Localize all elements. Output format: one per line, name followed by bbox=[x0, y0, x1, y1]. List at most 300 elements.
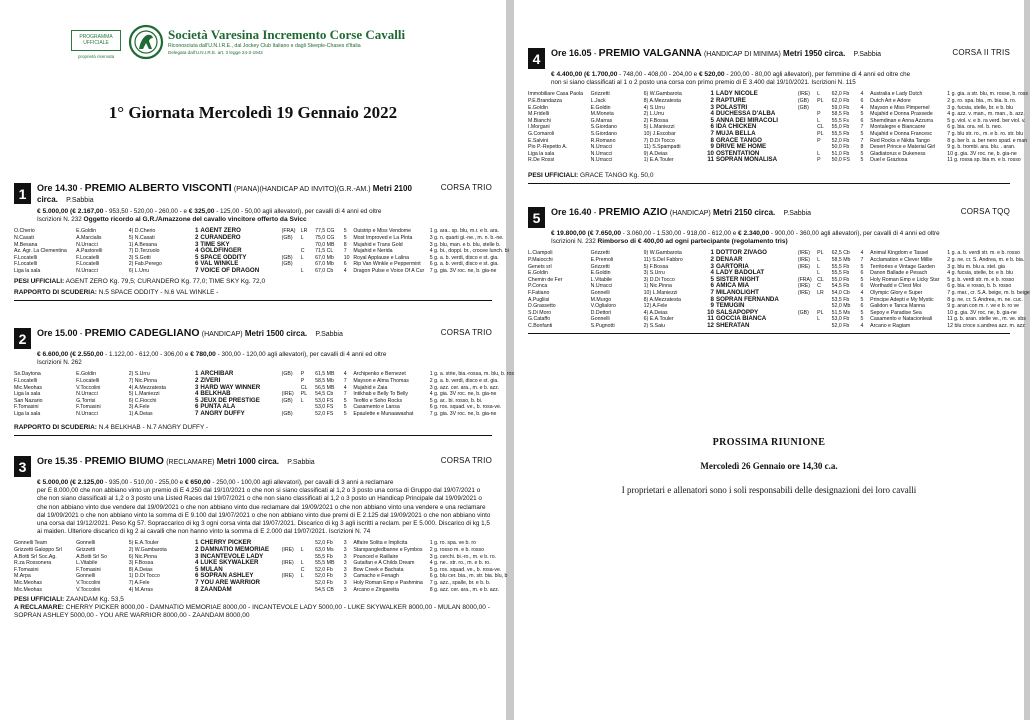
entry-sex: 6 bbox=[860, 303, 864, 310]
page-1 bbox=[0, 0, 514, 720]
entry-weight bbox=[315, 378, 344, 385]
table-row bbox=[528, 316, 1010, 323]
entry-perf: Shemdinan e Anna Azzurra bbox=[870, 117, 934, 124]
entry-perf: Teofilo e Soho Rocks bbox=[353, 397, 403, 404]
entry-form: Fb bbox=[326, 566, 333, 573]
entry-owner: M.Fridelli bbox=[528, 111, 550, 118]
entry-jockey: 8) A.Mezzatesta bbox=[643, 296, 681, 303]
entry-trainer: A.Botti Srl So bbox=[76, 553, 107, 560]
entry-perf: Acclamation e Clever Millie bbox=[870, 257, 933, 263]
entry-horse: GRACE TANGO bbox=[715, 136, 762, 144]
entry-trainer: Grizzetti bbox=[590, 250, 610, 257]
table-row bbox=[528, 310, 1010, 317]
entry-nat: (IRE) bbox=[797, 91, 811, 98]
entry-sex: 4 bbox=[860, 289, 864, 296]
entry-notes: 2 g. ne. cr. S. Andrea, m. e b. bia. bbox=[947, 257, 1025, 263]
entry-eq: LR bbox=[817, 289, 824, 296]
entry-perf: Holy Roman Emp e Licky Star bbox=[870, 276, 940, 283]
entry-nat bbox=[282, 554, 301, 561]
entry-weight-value: 52,0 bbox=[315, 573, 326, 580]
entry-horse: LUKE SKYWALKER bbox=[200, 559, 259, 567]
entry-horse: DRIVE ME HOME bbox=[715, 143, 767, 151]
entry-trainer: F.Tomasini bbox=[76, 566, 101, 573]
entry-num: 6 bbox=[194, 260, 199, 268]
entry-form: CG bbox=[326, 235, 335, 241]
entry-sex: 4 bbox=[343, 371, 347, 378]
entry-form: Fb bbox=[843, 104, 850, 111]
entry-horse: RAPTURE bbox=[715, 97, 746, 104]
entry-trainer: F.Locatelli bbox=[76, 261, 100, 268]
race-conditions: € 19.800,00 (€ 7.650,00 - 3.060,00 - 1.530,00 - 918,00 - 612,00 e € 2.340,00 - 900,00 - 360,00 agli allevatori), per cavalli di 4 anni ed oltre Iscrizioni N. 232 Rimborso di € 400,00 ad ogni partecipante (regolamento tris) bbox=[551, 230, 940, 246]
entry-trainer: L.Vitabile bbox=[76, 560, 98, 567]
entry-num: 10 bbox=[707, 308, 714, 316]
entry-num: 3 bbox=[194, 383, 199, 391]
entry-sex: 6 bbox=[860, 283, 864, 290]
entry-form: Cb bbox=[326, 267, 334, 274]
entry-horse: SALSAPOPPY bbox=[715, 308, 759, 316]
entry-weight-value: 77,5 bbox=[315, 228, 326, 235]
pesi-ufficiali: PESI UFFICIALI: ZAANDAM Kg. 53,5 bbox=[14, 596, 124, 604]
entry-jockey: 3) A.Fele bbox=[128, 404, 150, 411]
table-row bbox=[528, 138, 1010, 145]
entry-weight-value: 55,0 bbox=[831, 124, 842, 131]
table-row bbox=[14, 385, 492, 392]
entry-form: Ms bbox=[326, 547, 334, 554]
entry-horse: PUNTA ALA bbox=[200, 403, 236, 411]
entry-owner: Mic.Meohas bbox=[14, 586, 42, 593]
entry-form: Mb bbox=[326, 378, 334, 384]
entry-weight-value: 50,0 bbox=[831, 144, 842, 151]
table-row bbox=[14, 242, 492, 249]
entry-weight-value: 50,0 bbox=[831, 157, 842, 164]
entry-nat bbox=[282, 268, 301, 275]
race-5 bbox=[528, 206, 1030, 334]
entry-eq bbox=[817, 323, 831, 330]
entry-sex: 5 bbox=[343, 228, 347, 235]
entry-num: 10 bbox=[707, 149, 714, 157]
table-row bbox=[14, 580, 492, 587]
entry-jockey: 2) Fab.Perego bbox=[128, 261, 162, 268]
entry-jockey: 5) L.Maniezzi bbox=[643, 124, 675, 131]
entry-weight-value: 54,0 bbox=[831, 289, 842, 296]
entry-weight bbox=[315, 573, 344, 580]
entry-sex: 6 bbox=[860, 270, 864, 277]
race-2 bbox=[14, 327, 514, 436]
next-meeting-title: PROSSIMA RIUNIONE bbox=[712, 437, 826, 448]
entry-owner: M.Bianchi bbox=[528, 117, 551, 124]
entry-perf: Red Rocks e Nikita Tango bbox=[870, 137, 930, 144]
entry-num: 3 bbox=[710, 262, 714, 270]
entry-notes: 4 g. bi., doppi. br., crocee lunch. bi bbox=[429, 248, 509, 255]
entry-num: 7 bbox=[710, 288, 714, 296]
entry-sex: 10 bbox=[343, 254, 350, 261]
entry-num: 5 bbox=[194, 253, 199, 261]
entry-weight bbox=[315, 567, 344, 574]
entry-horse: GOLDFINGER bbox=[200, 247, 242, 255]
entry-form: Mb bbox=[326, 261, 334, 268]
entry-perf: Gladiatorus e Dukeness bbox=[870, 150, 926, 157]
entry-horse: AGENT ZERO bbox=[200, 227, 241, 235]
entry-notes: 4 g. azz. v. man., m. man., b. azz. bbox=[947, 111, 1025, 118]
entry-nat: (GB) bbox=[281, 235, 293, 241]
entry-num: 1 bbox=[194, 539, 199, 547]
entry-weight-value: 75,0 bbox=[315, 235, 326, 241]
entry-form: Cb bbox=[843, 250, 850, 257]
entry-nat: (GB) bbox=[281, 397, 293, 404]
entry-horse: JEUX DE PRESTIGE bbox=[200, 396, 260, 404]
race-name: PREMIO ALBERTO VISCONTI bbox=[84, 182, 232, 194]
entry-horse: SHERATAN bbox=[715, 321, 750, 329]
entry-nat bbox=[798, 316, 817, 323]
entry-owner: Mic.Meohas bbox=[14, 384, 42, 391]
entry-form: Cb bbox=[843, 289, 850, 296]
rapporto-scuderia: RAPPORTO DI SCUDERIA: N.5 SPACE ODDITY - N.6 VAL WINKLE - bbox=[14, 288, 219, 296]
entry-nat bbox=[798, 144, 817, 151]
entry-sex: 4 bbox=[860, 250, 864, 257]
entry-eq: LR bbox=[300, 228, 308, 235]
next-meeting-date: Mercoledì 26 Gennaio ore 14,30 c.a. bbox=[700, 461, 838, 471]
entry-num: 4 bbox=[710, 110, 714, 118]
entry-sex: 5 bbox=[860, 316, 864, 323]
entry-horse: LADY BADOLAT bbox=[715, 269, 765, 277]
entry-trainer: N.Urracci bbox=[590, 283, 613, 290]
entry-trainer: E.Premoli bbox=[590, 257, 614, 263]
table-row bbox=[14, 587, 492, 594]
entry-trainer: N.Urracci bbox=[76, 391, 98, 398]
entry-sex: 3 bbox=[343, 566, 347, 573]
entry-sex: 3 bbox=[343, 573, 347, 580]
entry-weight-value: 67,0 bbox=[315, 254, 326, 261]
entry-form: CG bbox=[326, 228, 335, 235]
entry-notes: 1 g. ro. spa. ve b. ro bbox=[429, 540, 476, 547]
entry-eq: P bbox=[300, 378, 305, 384]
entry-weight bbox=[832, 111, 861, 118]
entry-form: Fb bbox=[843, 111, 850, 118]
entry-perf: Arcano e Zingaretta bbox=[353, 586, 399, 593]
entry-owner: D.Grassetto bbox=[528, 303, 556, 310]
entry-perf: Australia e Lady Dutch bbox=[870, 91, 923, 98]
table-row bbox=[14, 248, 492, 255]
entry-owner: Az. Agr. La Clementina bbox=[14, 248, 67, 255]
entry-trainer: S.Giordano bbox=[590, 130, 617, 137]
entry-form: Fb bbox=[843, 276, 850, 283]
entry-owner: P.Maiocchi bbox=[528, 257, 553, 263]
entry-owner: A.Pugliisi bbox=[528, 296, 550, 303]
entry-weight bbox=[315, 560, 344, 567]
entry-num: 7 bbox=[194, 578, 199, 586]
entry-horse: ANGRY DUFFY bbox=[200, 409, 245, 417]
entry-trainer: N.Urracci bbox=[590, 144, 613, 151]
entry-sex: 5 bbox=[860, 263, 864, 270]
entry-owner: R.za Rossonera bbox=[14, 560, 52, 567]
entry-owner: E.Goldin bbox=[528, 270, 548, 277]
entry-weight-value: 55,5 bbox=[315, 560, 326, 567]
entry-sex: 3 bbox=[343, 553, 347, 560]
entry-horse: YOU ARE WARRIOR bbox=[200, 578, 260, 586]
entry-weight-value: 53,5 bbox=[831, 296, 842, 303]
entry-form: MB bbox=[326, 384, 335, 391]
entry-weight bbox=[832, 257, 861, 264]
entry-nat bbox=[282, 567, 301, 574]
entry-notes: 5 g. viol. v. e b. ra verd. ber viol. v. bbox=[947, 117, 1026, 124]
entry-notes: 4 g. gia. 3V roc. ne, b. gia-ne bbox=[429, 391, 497, 398]
entry-horse: DOTTOR ZIVAGO bbox=[715, 249, 767, 257]
entry-jockey: 6) E.A.Touler bbox=[643, 316, 674, 323]
table-row bbox=[528, 323, 1010, 330]
entry-trainer: M.Moneta bbox=[590, 111, 614, 118]
entry-eq: P bbox=[817, 111, 821, 118]
table-row bbox=[14, 567, 492, 574]
entry-trainer: N.Urracci bbox=[76, 241, 98, 248]
entry-perf: Galidon e Tanca Manna bbox=[870, 303, 925, 310]
entry-trainer: F.Locatelli bbox=[76, 254, 100, 261]
entry-notes: 9 g. b. trombi. ara. blu. . aran. bbox=[947, 144, 1016, 151]
entry-weight-value: 55,5 bbox=[831, 130, 842, 137]
entry-num: 1 bbox=[194, 370, 199, 378]
entry-owner: S.Di Moro bbox=[528, 309, 552, 316]
entry-num: 2 bbox=[194, 234, 199, 241]
race-type: CORSA TQQ bbox=[960, 207, 1010, 216]
entry-eq: L bbox=[817, 257, 821, 263]
entry-num: 3 bbox=[710, 103, 714, 111]
entry-nat bbox=[798, 118, 817, 125]
entry-jockey: 8) A.Mezzatesta bbox=[643, 98, 681, 104]
entry-perf: Mujahid e Trans Gold bbox=[353, 241, 403, 248]
entry-weight-value: 55,5 bbox=[315, 553, 326, 560]
entry-trainer: E.Goldin bbox=[590, 104, 611, 111]
entry-owner: F.Locatelli bbox=[14, 254, 38, 261]
table-row bbox=[14, 228, 492, 235]
entry-horse: CURANDERO bbox=[200, 234, 241, 241]
entry-jockey: 7) A.Fele bbox=[128, 579, 150, 586]
entry-weight-value: 53,0 bbox=[831, 316, 842, 323]
entry-owner: P.Conca bbox=[528, 283, 548, 290]
entry-eq: P bbox=[817, 137, 821, 144]
entry-jockey: 8) A.Deias bbox=[128, 566, 153, 573]
entry-owner: Liga la sala bbox=[528, 150, 555, 157]
entry-notes: 11 g. rossa sp. bia m. e b. rosso bbox=[947, 157, 1021, 164]
entry-jockey: 10) L.Maniezzi bbox=[643, 289, 678, 296]
table-row bbox=[528, 118, 1010, 125]
entry-horse: SISTER NIGHT bbox=[715, 275, 760, 283]
entry-sex: 5 bbox=[343, 404, 347, 411]
entry-sex: 6 bbox=[343, 261, 347, 268]
entry-trainer: S.Giordano bbox=[590, 124, 617, 131]
entry-sex: 3 bbox=[343, 560, 347, 567]
entry-sex: 5 bbox=[343, 410, 347, 417]
entry-nat bbox=[798, 303, 817, 310]
entry-num: 5 bbox=[710, 275, 714, 283]
entry-weight-value: 55,5 bbox=[831, 263, 842, 270]
entry-owner: Immobiliare Casa Paola bbox=[528, 91, 584, 98]
entry-jockey: 9) W.Gambarota bbox=[643, 250, 682, 257]
entry-owner: O.Cherio bbox=[14, 228, 35, 235]
entry-jockey: 5) F.Bossa bbox=[643, 263, 669, 270]
entry-notes: 7 g. blu str. ro., m. e b. ro. str. blu bbox=[947, 130, 1024, 137]
entry-form: Mb bbox=[326, 254, 334, 261]
entry-eq: P bbox=[300, 371, 305, 378]
entry-horse: ZAANDAM bbox=[200, 585, 232, 593]
entry-eq: PL bbox=[817, 98, 824, 104]
entry-trainer: Gonnelli bbox=[590, 316, 610, 323]
entry-form: FS bbox=[326, 404, 334, 411]
entry-perf: Most Improved e La Pinta bbox=[353, 235, 413, 241]
org-logo bbox=[128, 24, 164, 60]
entry-trainer: V.Toccolini bbox=[76, 384, 101, 391]
entry-owner: Grizzetti Galoppo Srl bbox=[14, 547, 62, 554]
entry-nat: (GB) bbox=[797, 309, 809, 316]
entry-jockey: 5) E.A.Touler bbox=[128, 540, 159, 547]
table-row bbox=[14, 235, 492, 242]
entry-trainer: G.Marras bbox=[590, 117, 613, 124]
entry-form: MB bbox=[326, 241, 335, 248]
entry-notes: 5 g. ros. squad. ve., b. rosa-ve. bbox=[429, 566, 502, 573]
entry-nat bbox=[798, 151, 817, 158]
entry-eq bbox=[817, 144, 831, 151]
entry-horse: IDA CHICKEN bbox=[715, 123, 757, 131]
entry-num: 3 bbox=[194, 552, 199, 560]
entry-trainer: Grizzetti bbox=[590, 91, 610, 98]
entry-jockey: 3) D.Di Tocco bbox=[643, 276, 675, 283]
entry-weight bbox=[315, 411, 344, 418]
disclaimer: I proprietari e allenatori sono i soli responsabili delle designazioni dei loro cavalli bbox=[621, 485, 917, 495]
entry-num: 1 bbox=[710, 90, 714, 98]
entry-nat bbox=[798, 157, 817, 164]
entry-owner: Liga la sala bbox=[14, 410, 41, 417]
entry-eq: L bbox=[817, 91, 821, 98]
entry-owner: Mic.Meohas bbox=[14, 579, 42, 586]
entry-eq: PL bbox=[817, 130, 824, 137]
entry-weight-value: 52,0 bbox=[831, 322, 842, 329]
entry-nat: (GB) bbox=[281, 254, 293, 261]
entry-weight bbox=[315, 385, 344, 392]
entry-weight bbox=[832, 303, 861, 310]
entry-weight bbox=[315, 268, 344, 275]
entry-num: 8 bbox=[194, 585, 199, 593]
entry-trainer: S.Pugnotti bbox=[590, 322, 615, 329]
entry-form: CL bbox=[326, 248, 334, 255]
entry-weight-value: 53,0 bbox=[315, 397, 326, 404]
race-conditions: € 6.600,00 (€ 2.550,00 - 1.122,00 - 612,00 - 306,00 e € 780,00 - 300,00 - 120,00 agli allevatori), per cavalli di 4 anni ed oltre Iscrizioni N. 262 bbox=[37, 351, 387, 367]
entry-eq: C bbox=[817, 283, 821, 290]
entry-jockey: 7) Nic.Pinna bbox=[128, 378, 157, 384]
entry-sex: 5 bbox=[860, 296, 864, 303]
entry-nat bbox=[798, 323, 817, 330]
entry-trainer: N.Urracci bbox=[590, 157, 613, 164]
entry-nat bbox=[798, 270, 817, 277]
entry-weight-value: 67,0 bbox=[315, 267, 326, 274]
proprieta-label: proprietà riservata bbox=[78, 54, 115, 59]
race-conditions: € 5.000,00 (€ 2.167,00 - 953,50 - 520,00 - 260,00 - e € 325,00 - 125,00 - 50,00 agli allevatori), per cavalli di 4 anni ed oltre Iscrizioni N. 232 Oggetto ricordo al G.R./Amazzone del cavallo vincitore offerto da Svicc bbox=[37, 208, 382, 224]
entry-nat: (IRE) bbox=[281, 391, 294, 398]
entry-perf: Danon Ballade e Pesach bbox=[870, 270, 928, 277]
entry-weight bbox=[832, 316, 861, 323]
divider bbox=[14, 300, 492, 301]
entry-horse: LADY NICOLE bbox=[715, 90, 758, 98]
entry-nat bbox=[798, 297, 817, 304]
entry-num: 9 bbox=[710, 143, 714, 151]
entry-perf: Mujahid e Zaia bbox=[353, 384, 388, 391]
entry-jockey: 4) A.Mezzatesta bbox=[128, 384, 166, 391]
entry-num: 7 bbox=[710, 129, 714, 137]
entry-trainer: Grizzetti bbox=[76, 547, 96, 554]
entry-notes: 3 g. n. quarti gi.-ne., m. n. b.-ne. bbox=[429, 235, 504, 241]
entry-form: Cb bbox=[326, 391, 334, 398]
entry-notes: 6 g. ros. squad. ve., b. rosa-ve. bbox=[429, 404, 502, 411]
race-name: PREMIO BIUMO bbox=[84, 455, 164, 467]
entry-horse: DUCHESSA D'ALBA bbox=[715, 110, 776, 118]
entry-sex: 3 bbox=[343, 547, 347, 554]
entry-weight-value: 52,0 bbox=[831, 303, 842, 310]
entry-notes: 6 g. bia. ora. rel. b. neo. bbox=[947, 124, 1003, 131]
table-row bbox=[14, 268, 492, 275]
pesi-ufficiali: PESI UFFICIALI: GRACE TANGO Kg. 50,0 bbox=[528, 171, 654, 179]
entry-owner: I.Morgani bbox=[528, 124, 550, 131]
entry-sex: 5 bbox=[860, 111, 864, 118]
entries-table bbox=[528, 249, 1030, 329]
race-name: PREMIO VALGANNA bbox=[598, 47, 702, 59]
entry-trainer: E.Goldin bbox=[590, 270, 611, 277]
entry-eq bbox=[817, 303, 831, 310]
entry-num: 7 bbox=[194, 266, 199, 274]
entry-form: Fb bbox=[843, 124, 850, 131]
entry-num: 11 bbox=[707, 315, 714, 323]
entry-notes: 8 g. ne. cr. S.Andrea, m. ne. cuc. bbox=[947, 296, 1023, 303]
entry-form: Fb bbox=[326, 579, 333, 586]
entry-sex: 5 bbox=[860, 150, 864, 157]
entry-jockey: 9) A.Deias bbox=[643, 150, 668, 157]
entry-num: 2 bbox=[194, 377, 199, 384]
table-row bbox=[528, 283, 1010, 290]
entry-owner: Gonnelli Team bbox=[14, 540, 48, 547]
entry-jockey: 3) S.Urru bbox=[643, 270, 665, 277]
entry-weight-value: 54,5 bbox=[831, 283, 842, 290]
entry-weight-value: 52,0 bbox=[315, 410, 326, 417]
race-number: 5 bbox=[528, 207, 545, 228]
entry-weight bbox=[315, 235, 344, 242]
entry-trainer: E.Goldin bbox=[76, 228, 97, 235]
entry-sex: 4 bbox=[860, 91, 864, 98]
entry-perf: Olympic Glory e Super bbox=[870, 289, 923, 296]
entry-form: Fb bbox=[843, 296, 850, 303]
entry-horse: ANNA DEI MIRACOLI bbox=[715, 116, 778, 124]
entry-notes: 3 g. blu m. blu a. stel. gia bbox=[947, 263, 1005, 270]
entry-nat bbox=[282, 540, 301, 547]
entry-horse: INCANTEVOLE LADY bbox=[200, 552, 264, 560]
entry-form: Fb bbox=[843, 283, 850, 290]
entry-eq: L bbox=[300, 547, 304, 554]
table-row bbox=[14, 371, 492, 378]
entry-horse: VOICE OF DRAGON bbox=[200, 266, 260, 274]
entry-num: 1 bbox=[194, 227, 199, 235]
entry-weight bbox=[315, 371, 344, 378]
race-name: PREMIO AZIO bbox=[598, 206, 668, 218]
entry-weight-value: 62,5 bbox=[831, 250, 842, 257]
entry-form: CB bbox=[326, 586, 334, 593]
entry-jockey: 6) C.Fiocchi bbox=[128, 397, 157, 404]
entry-jockey: 4) M.Arras bbox=[128, 586, 153, 593]
entry-weight bbox=[315, 242, 344, 249]
entry-eq: L bbox=[817, 270, 821, 277]
entry-nat bbox=[282, 587, 301, 594]
entry-weight bbox=[832, 98, 861, 105]
race-type: CORSA TRIO bbox=[440, 183, 492, 192]
entry-num: 2 bbox=[710, 97, 714, 104]
entry-jockey: 6) L.Urru bbox=[128, 267, 150, 274]
entry-weight bbox=[832, 157, 861, 164]
pesi-ufficiali: PESI UFFICIALI: AGENT ZERO Kg. 79,5; CURANDERO Kg. 77,0; TIME SKY Kg. 72,0 bbox=[14, 277, 266, 285]
entry-horse: SPACE ODDITY bbox=[200, 253, 247, 261]
